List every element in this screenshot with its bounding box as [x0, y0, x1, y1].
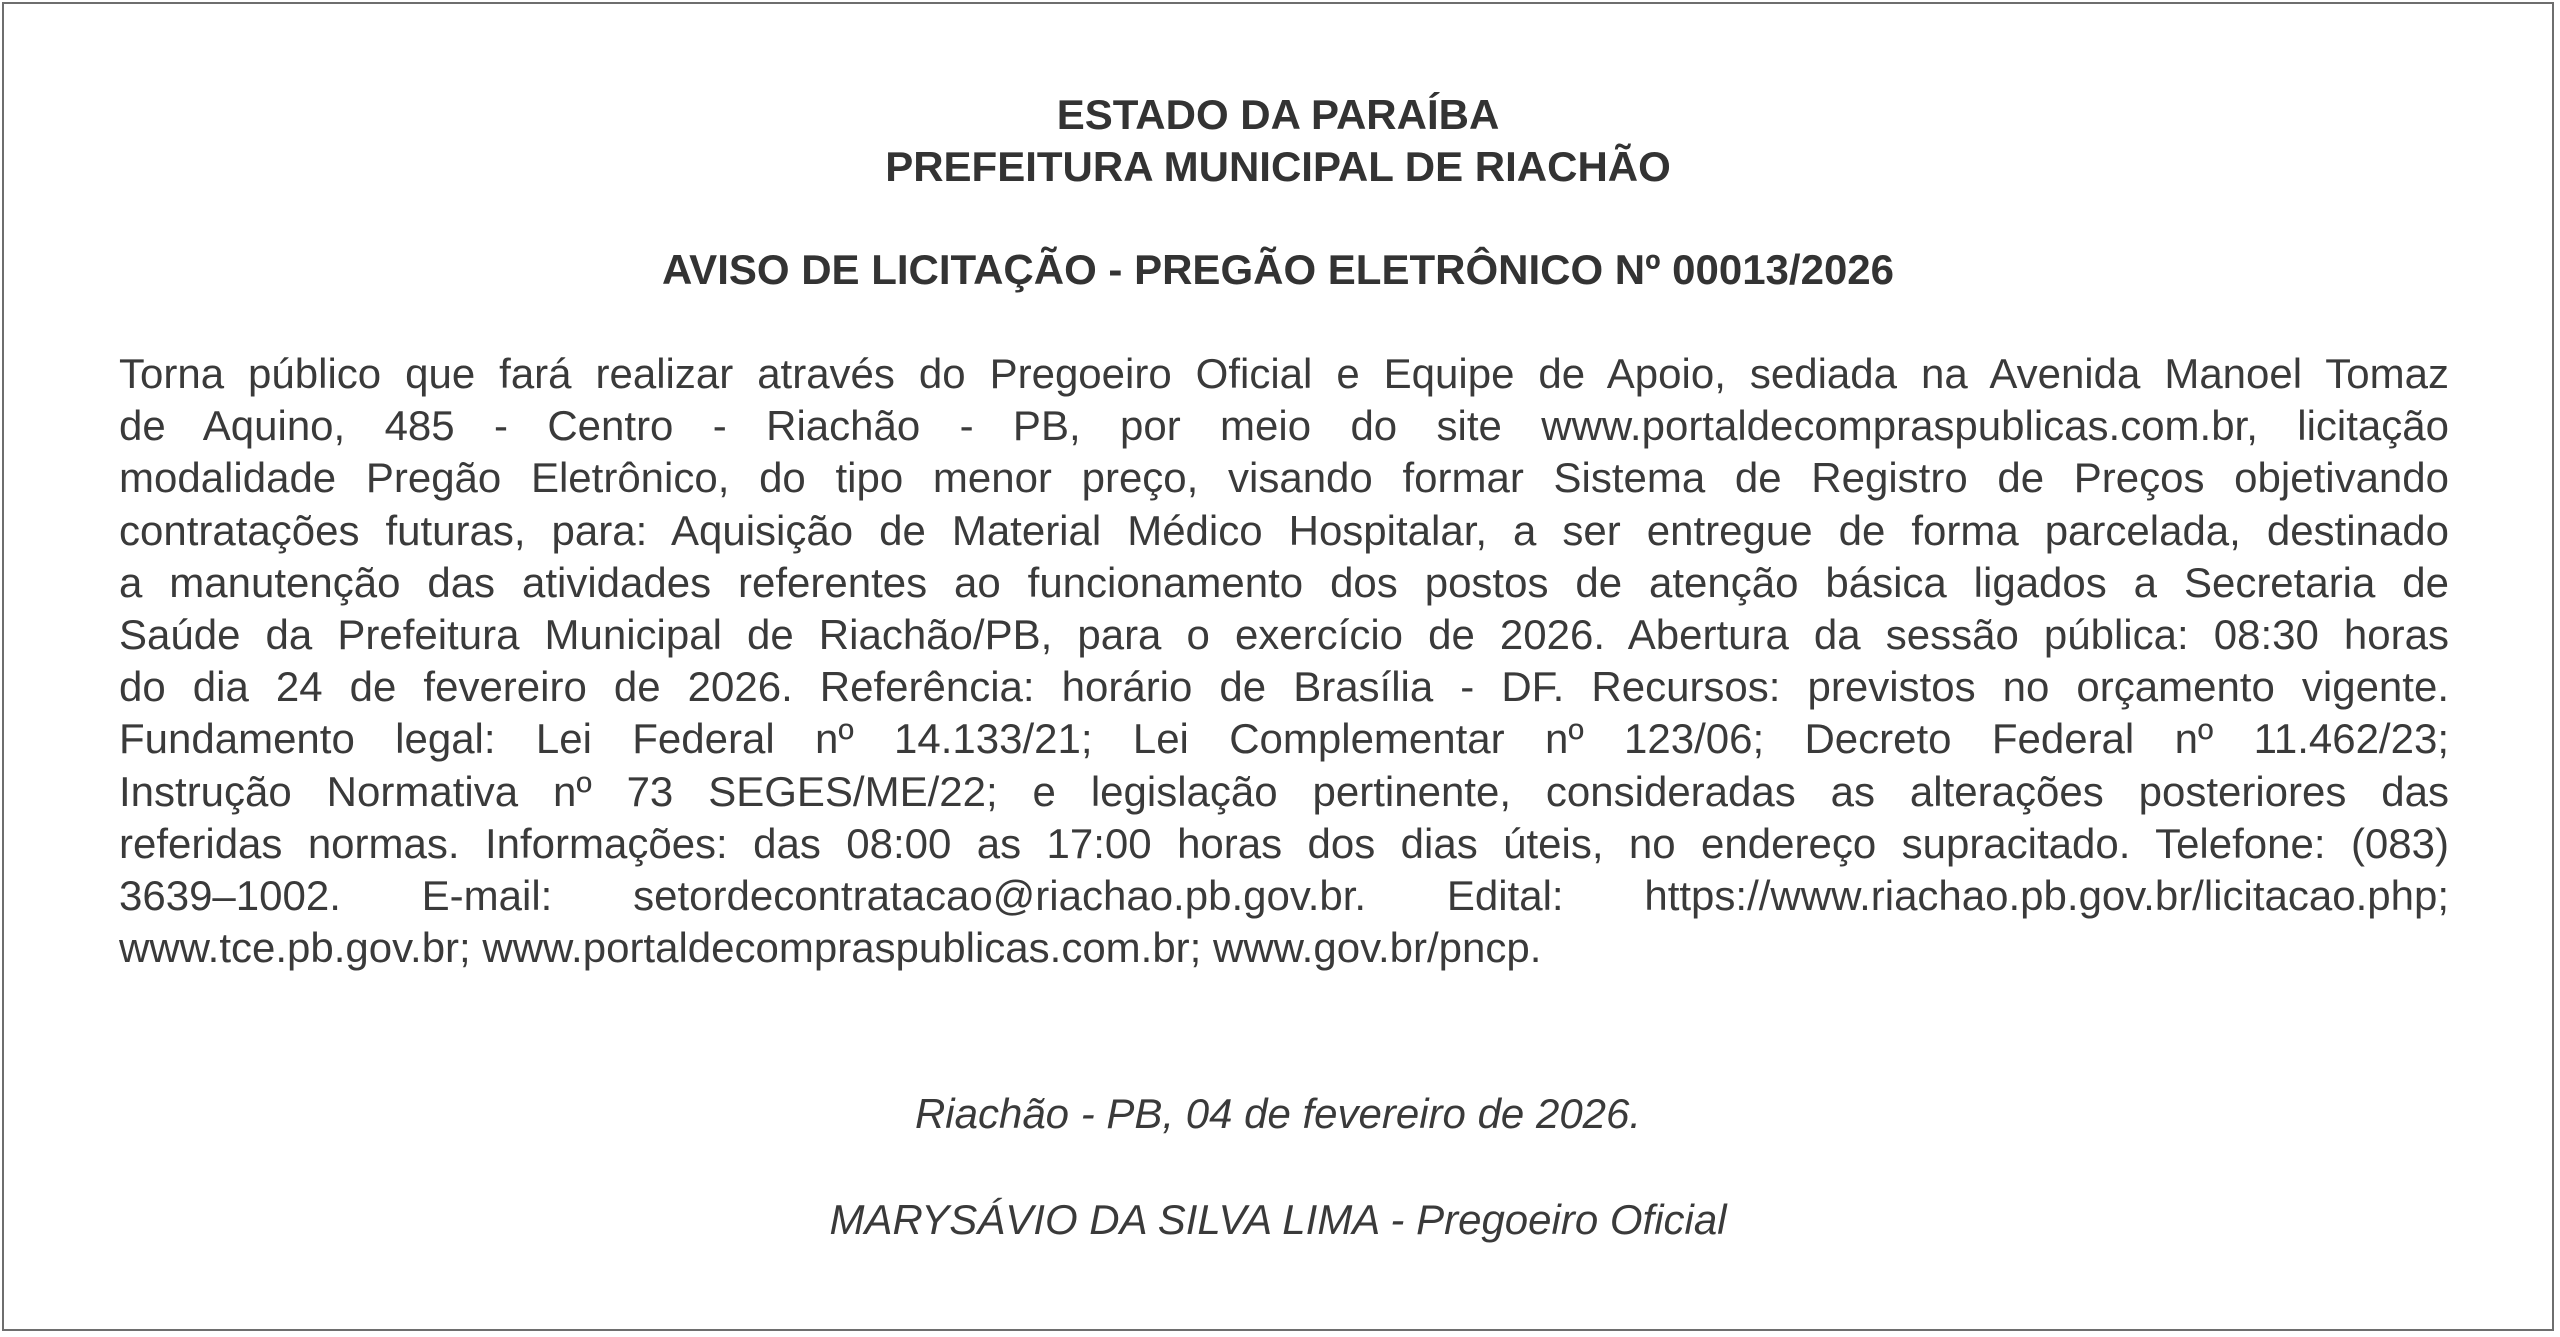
- body-line: Fundamento legal: Lei Federal nº 14.133/21; Lei Complementar nº 123/06; Decreto Federal nº 11.462/23;: [119, 715, 2449, 763]
- body-line: modalidade Pregão Eletrônico, do tipo menor preço, visando formar Sistema de Registro de Preços objetivando: [119, 454, 2449, 502]
- body-line: referidas normas. Informações: das 08:00 as 17:00 horas dos dias úteis, no endereço supracitado. Telefone: (083): [119, 819, 2449, 867]
- body-line: www.tce.pb.gov.br; www.portaldecompraspublicas.com.br; www.gov.br/pncp.: [119, 924, 1542, 972]
- body-line: de Aquino, 485 - Centro - Riachão - PB, por meio do site www.portaldecompraspublicas.com.br, licitação: [119, 402, 2449, 450]
- body-line: contratações futuras, para: Aquisição de Material Médico Hospitalar, a ser entregue de forma parcelada, destinado: [119, 506, 2449, 554]
- notice-frame: [2, 2, 2554, 1331]
- place-and-date: Riachão - PB, 04 de fevereiro de 2026.: [914, 1090, 1642, 1137]
- signature-line: MARYSÁVIO DA SILVA LIMA - Pregoeiro Oficial: [829, 1196, 1727, 1243]
- body-line: 3639–1002. E-mail: setordecontratacao@riachao.pb.gov.br. Edital: https://www.riachao.pb.gov.br/licitacao.php;: [119, 872, 2449, 920]
- body-line: a manutenção das atividades referentes ao funcionamento dos postos de atenção básica ligados a Secretaria de: [119, 558, 2449, 606]
- notice-body: [119, 348, 2449, 974]
- body-line: do dia 24 de fevereiro de 2026. Referência: horário de Brasília - DF. Recursos: previstos no orçamento vigente.: [119, 663, 2449, 711]
- state-name: ESTADO DA PARAÍBA: [1056, 91, 1500, 138]
- notice-title: AVISO DE LICITAÇÃO - PREGÃO ELETRÔNICO Nº 00013/2026: [661, 246, 1895, 293]
- body-line: Instrução Normativa nº 73 SEGES/ME/22; e legislação pertinente, consideradas as alterações posteriores das: [119, 767, 2449, 815]
- notice-title-block: [4, 244, 2552, 296]
- body-line: Torna público que fará realizar através do Pregoeiro Oficial e Equipe de Apoio, sediada na Avenida Manoel Tomaz: [119, 350, 2449, 397]
- body-line: Saúde da Prefeitura Municipal de Riachão/PB, para o exercício de 2026. Abertura da sessão pública: 08:30 horas: [119, 611, 2449, 659]
- municipality-name: PREFEITURA MUNICIPAL DE RIACHÃO: [885, 143, 1671, 190]
- header-block: [4, 89, 2552, 193]
